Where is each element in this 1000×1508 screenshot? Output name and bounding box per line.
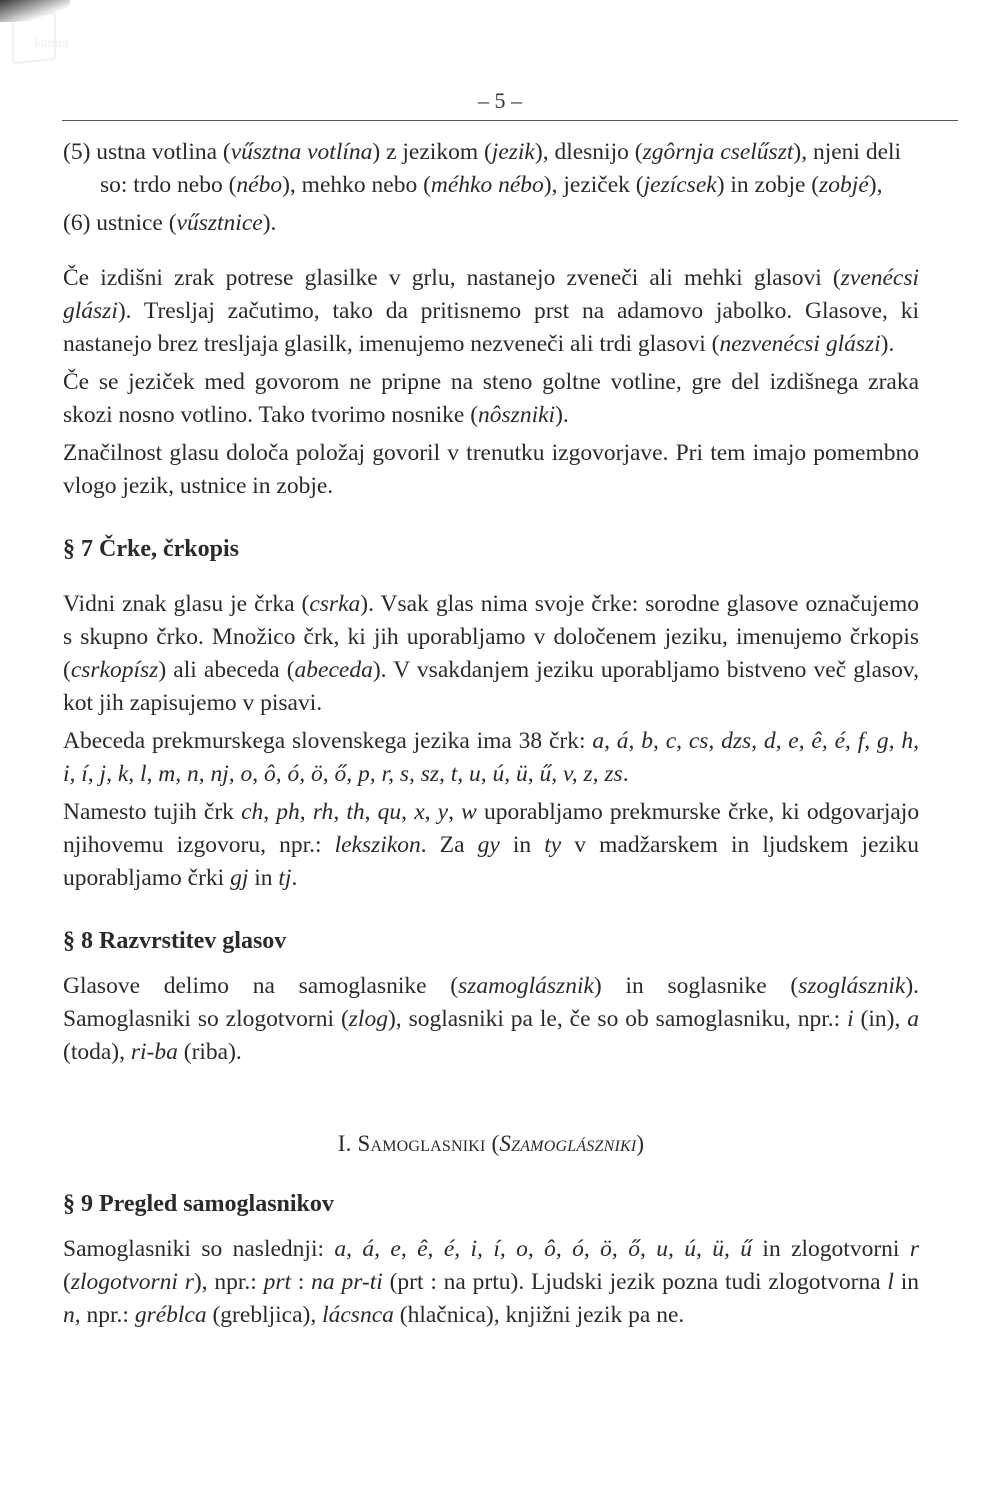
enum-number: (5) <box>63 139 91 165</box>
italic-term: zgôrnja cselűszt <box>642 139 794 165</box>
chapter-title: I. Samoglasniki ( <box>337 1131 500 1156</box>
paragraph: Če se jeziček med govorom ne pripne na steno goltne votline, gre del izdišnega zraka skozi nosno votlino. Tako tvorimo nosnike (nôszniki). <box>63 369 919 428</box>
italic-term: zvenécsi glászi <box>63 265 919 324</box>
page-number: – 5 – <box>478 88 522 113</box>
paragraph: Značilnost glasu določa položaj govoril v trenutku izgovorjave. Pri tem imajo pomembno vlogo jezik, ustnice in zobje. <box>63 440 919 499</box>
italic-term: a, á, e, ê, é, i, í, o, ô, ó, ö, ő, u, ú, ü, ű <box>334 1236 753 1262</box>
italic-term: i <box>847 1006 854 1032</box>
page-content <box>63 136 919 1332</box>
watermark-text: kamra <box>34 36 69 51</box>
italic-term: gj <box>230 865 249 891</box>
section-heading: § 7 Črke, črkopis <box>63 536 239 562</box>
italic-term: abeceda <box>294 657 373 683</box>
italic-term: qu <box>377 799 402 825</box>
italic-term: méhko nébo <box>430 172 544 198</box>
paragraph: Namesto tujih črk ch, ph, rh, th, qu, x, y, w uporabljamo prekmurske črke, ki odgovarjajo njihovemu izgovoru, npr.: lekszikon. Za gy in ty v madžarskem in ljudskem jeziku uporabljamo črki gj in tj. <box>63 799 920 891</box>
italic-term: szoglásznik <box>798 973 906 999</box>
paragraph: Če izdišni zrak potrese glasilke v grlu, nastanejo zveneči ali mehki glasovi (zvenécsi glászi). Tresljaj začutimo, tako da pritisnemo prst na adamovo jabolko. Glasove, ki nastanejo brez tresljaja glasilk, imenujemo nezveneči ali trdi glasovi (nezvenécsi glászi). <box>63 265 919 357</box>
italic-term: csrkopísz <box>70 657 159 683</box>
italic-term: lácsnca <box>322 1302 394 1328</box>
header-rule <box>62 120 958 121</box>
italic-term: rh <box>312 799 334 825</box>
italic-term: l <box>887 1269 894 1295</box>
italic-term: na pr-ti <box>311 1269 383 1295</box>
italic-term: jezícsek <box>643 172 717 198</box>
italic-term: n <box>63 1302 75 1328</box>
italic-term: csrka <box>309 591 361 617</box>
section-heading: § 9 Pregled samoglasnikov <box>63 1191 334 1217</box>
section-heading: § 8 Razvrstitev glasov <box>63 928 287 954</box>
enum-item: (5) ustna votlina (vűsztna votlína) z jezikom (jezik), dlesnijo (zgôrnja cselűszt), njeni deli so: trdo nebo (nébo), mehko nebo (méhko nébo), jeziček (jezícsek) in zobje (zobjé), <box>63 139 902 198</box>
italic-term: w <box>461 799 477 825</box>
italic-term: nôszniki <box>478 402 556 428</box>
italic-term: gréblca <box>134 1302 207 1328</box>
enum-item: (6) ustnice (vűsztnice). <box>63 210 277 236</box>
enum-number: (6) <box>63 210 91 236</box>
italic-term: lekszikon <box>334 832 421 858</box>
italic-term: vűsztna votlína <box>230 139 373 165</box>
watermark <box>12 12 112 62</box>
chapter-title-hungarian: Szamoglászniki <box>499 1131 637 1156</box>
chapter-heading <box>63 1127 919 1160</box>
italic-term: prt <box>263 1269 292 1295</box>
italic-term: nezvenécsi glászi <box>719 331 881 357</box>
italic-term: gy <box>477 832 500 858</box>
paragraph: Abeceda prekmurskega slovenskega jezika ima 38 črk: a, á, b, c, cs, dzs, d, e, ê, é, f, g, h, i, í, j, k, l, m, n, nj, o, ô, ó, ö, ő, p, r, s, sz, t, u, ú, ü, ű, v, z, zs. <box>63 728 920 787</box>
italic-term: x <box>414 799 425 825</box>
paragraph: Glasove delimo na samoglasnike (szamoglásznik) in soglasnike (szoglásznik). Samoglasniki so zlogotvorni (zlog), soglasniki pa le, če so ob samoglasniku, npr.: i (in), a (toda), ri-ba (riba). <box>63 973 920 1065</box>
italic-term: ph <box>276 799 300 825</box>
paragraph: Vidni znak glasu je črka (csrka). Vsak glas nima svoje črke: sorodne glasove označujemo s skupno črko. Množico črk, ki jih uporabljamo v določenem jeziku, imenujemo črkopis (csrkopísz) ali abeceda (abeceda). V vsakdanjem jeziku uporabljamo bistveno več glasov, kot jih zapisujemo v pisavi. <box>63 591 920 716</box>
italic-term: th <box>346 799 365 825</box>
italic-term: tj <box>278 865 292 891</box>
italic-term: ri-ba <box>130 1039 178 1065</box>
italic-term: zobjé <box>819 172 869 198</box>
italic-term: zlogotvorni r <box>70 1269 194 1295</box>
italic-term: zlog <box>348 1006 388 1032</box>
italic-term: jezik <box>491 139 535 165</box>
italic-term: nébo <box>236 172 283 198</box>
paragraph: Samoglasniki so naslednji: a, á, e, ê, é, i, í, o, ô, ó, ö, ő, u, ú, ü, ű in zlogotvorni r (zlogotvorni r), npr.: prt : na pr-ti (prt : na prtu). Ljudski jezik pozna tudi zlogotvorna l in n, npr.: gréblca (grebljica), lácsnca (hlačnica), knjižni jezik pa ne. <box>63 1236 920 1328</box>
chapter-title-suffix: ) <box>636 1131 645 1156</box>
italic-term: vűsztnice <box>176 210 263 236</box>
italic-term: szamoglásznik <box>458 973 594 999</box>
italic-term: r <box>909 1236 919 1262</box>
italic-term: a, á, b, c, cs, dzs, d, e, ê, é, f, g, h, i, í, j, k, l, m, n, nj, o, ô, ó, ö, ő, p, r, s, sz, t, u, ú, ü, ű, v, z, zs <box>63 728 920 787</box>
italic-term: y <box>437 799 449 825</box>
italic-term: a <box>907 1006 919 1032</box>
italic-term: ch <box>241 799 264 825</box>
italic-term: ty <box>544 832 562 858</box>
